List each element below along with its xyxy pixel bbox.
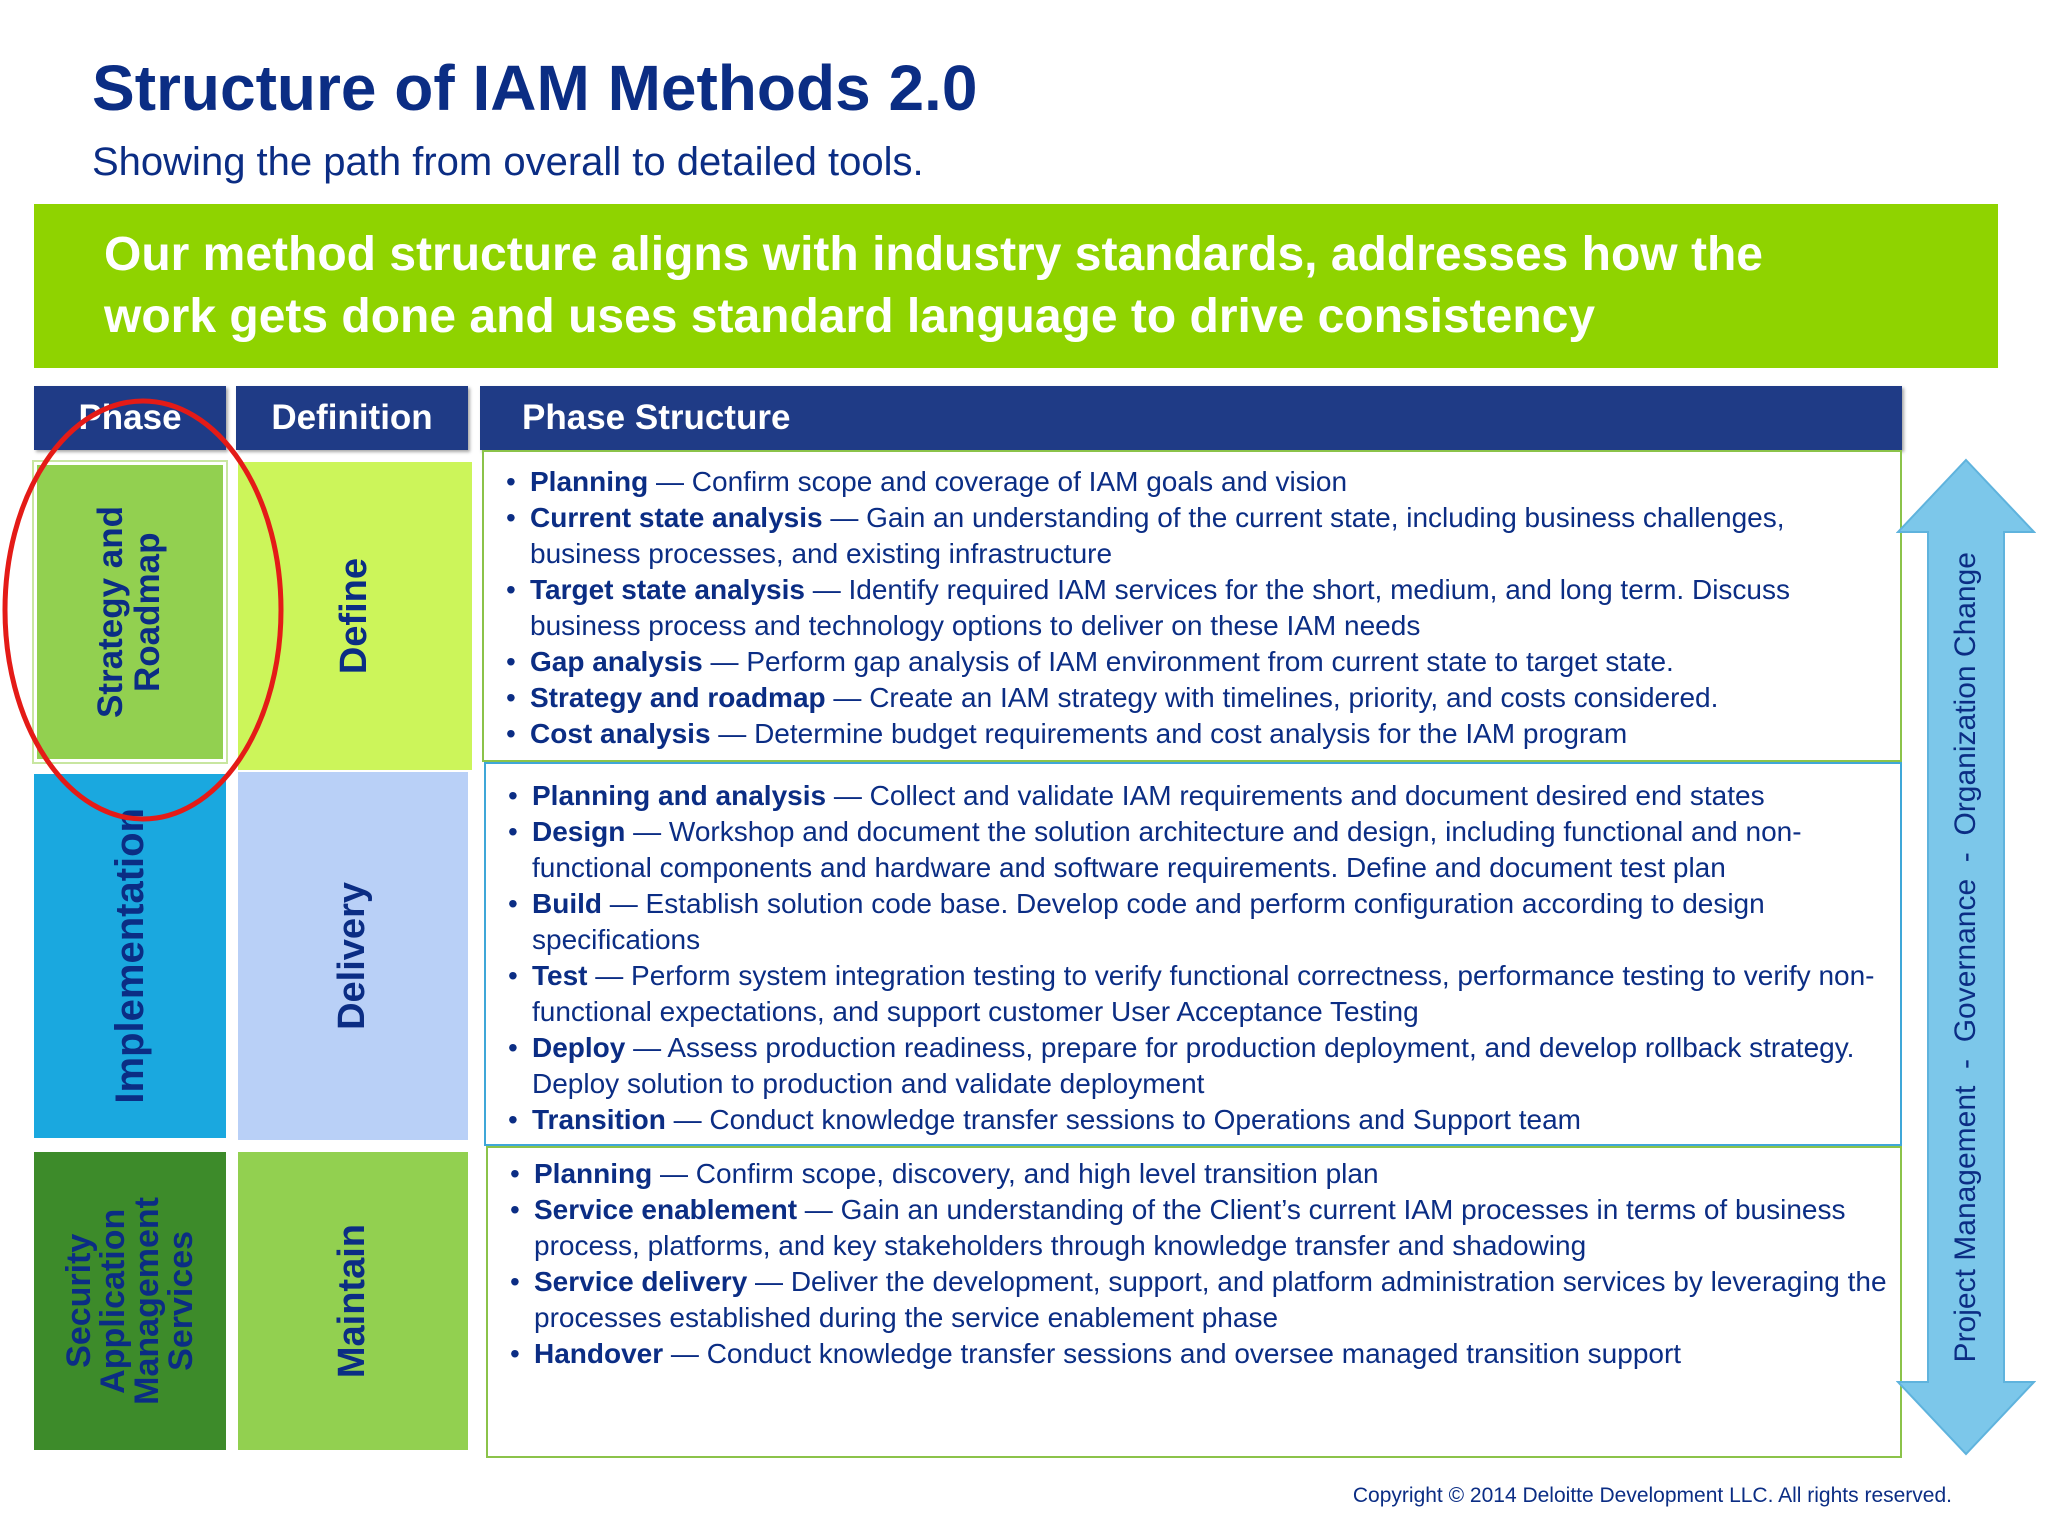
activity-term: Current state analysis [530,502,823,533]
phase-implementation [34,774,226,1138]
definition-delivery [238,772,468,1140]
phase-structure-delivery [484,762,1902,1146]
banner-line-1: Our method structure aligns with industry standards, addresses how the [104,228,1763,281]
activity-description: — Workshop and document the solution architecture and design, including functional and non-functional components and hardware and software requirements. Define and document test plan [532,816,1802,883]
activity-description: — Assess production readiness, prepare for production deployment, and develop rollback strategy. Deploy solution to production and validate deployment [532,1032,1855,1099]
page-subtitle: Showing the path from overall to detailed tools. [92,140,924,184]
activity-item [506,814,1890,886]
activity-item [508,1336,1890,1372]
definition-label: Define [333,557,376,675]
activity-term: Service enablement [534,1194,798,1225]
activity-description: — Confirm scope, discovery, and high level transition plan [652,1158,1379,1189]
activity-item [504,464,1890,500]
activity-item [506,886,1890,958]
phase-label: Implementation [108,808,152,1104]
activity-description: — Collect and validate IAM requirements and document desired end states [826,780,1765,811]
side-arrow-text: Project Management - Governance - Organization Change [1949,551,1982,1363]
highlight-circle [0,396,286,824]
activity-item [504,572,1890,644]
phase-security-application-management-services [34,1152,226,1450]
activity-description: — Gain an understanding of the Client’s current IAM processes in terms of business process, platforms, and key stakeholders through knowledge transfer and shadowing [534,1194,1846,1261]
activity-term: Transition [532,1104,666,1135]
activity-item [508,1264,1890,1336]
activity-term: Design [532,816,626,847]
activity-term: Cost analysis [530,718,711,749]
activity-term: Planning [534,1158,653,1189]
banner-line-2: work gets done and uses standard language to drive consistency [104,290,1596,343]
activity-item [508,1156,1890,1192]
column-header-phase-structure: Phase Structure [480,386,1902,450]
definition-maintain [238,1152,468,1450]
side-arrow-label [1896,458,2036,1456]
highlight-ellipse [5,401,281,819]
summary-banner [34,204,1998,368]
activity-item [506,958,1890,1030]
activity-item [508,1192,1890,1264]
definition-label: Delivery [331,882,374,1030]
activity-description: — Gain an understanding of the current state, including business challenges, business processes, and existing infrastructure [530,502,1785,569]
column-header-definition: Definition [236,386,468,450]
activity-term: Planning [530,466,649,497]
activity-item [504,716,1890,752]
activity-description: — Confirm scope and coverage of IAM goals and vision [648,466,1348,497]
activity-description: — Conduct knowledge transfer sessions to Operations and Support team [665,1104,1581,1135]
activity-description: — Determine budget requirements and cost analysis for the IAM program [710,718,1628,749]
phase-structure-maintain [486,1146,1902,1458]
activity-list [506,778,1890,1138]
activity-term: Deploy [532,1032,626,1063]
activity-item [506,1102,1890,1138]
activity-term: Planning and analysis [532,780,827,811]
activity-item [504,680,1890,716]
activity-term: Build [532,888,602,919]
activity-description: — Deliver the development, support, and platform administration services by leveraging the processes established during the service enablement phase [534,1266,1887,1333]
activity-term: Handover [534,1338,664,1369]
column-header-phase: Phase [34,386,226,450]
activity-item [506,1030,1890,1102]
activity-description: — Identify required IAM services for the short, medium, and long term. Discuss business process and technology options to deliver on these IAM needs [530,574,1790,641]
activity-term: Strategy and roadmap [530,682,826,713]
activity-term: Service delivery [534,1266,748,1297]
activity-description: — Conduct knowledge transfer sessions and oversee managed transition support [663,1338,1682,1369]
activity-term: Target state analysis [530,574,805,605]
activity-item [506,778,1890,814]
activity-item [504,644,1890,680]
activity-description: — Perform system integration testing to verify functional correctness, performance testing to verify non-functional expectations, and support customer User Acceptance Testing [532,960,1875,1027]
phase-label: Security Application Management Services [60,1197,200,1405]
activity-description: — Create an IAM strategy with timelines, priority, and costs considered. [825,682,1719,713]
activity-description: — Establish solution code base. Develop code and perform configuration according to design specifications [532,888,1765,955]
definition-label: Maintain [331,1223,374,1379]
phase-label: Strategy and Roadmap [91,506,167,718]
activity-list [508,1156,1890,1372]
activity-description: — Perform gap analysis of IAM environment from current state to target state. [702,646,1674,677]
page-title: Structure of IAM Methods 2.0 [92,52,978,124]
activity-term: Test [532,960,588,991]
activity-term: Gap analysis [530,646,703,677]
activity-item [504,500,1890,572]
activity-list [504,464,1890,752]
phase-structure-define [482,450,1902,762]
copyright-notice: Copyright © 2014 Deloitte Development LLC. All rights reserved. [1352,1484,1952,1507]
